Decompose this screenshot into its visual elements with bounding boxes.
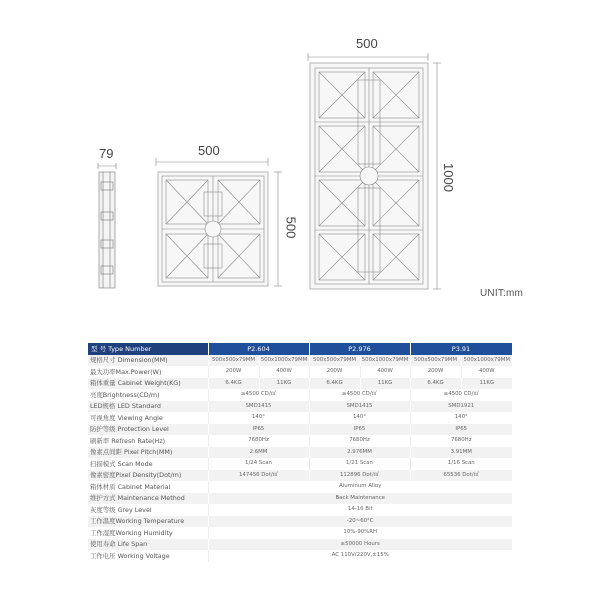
table-row: [88, 527, 512, 539]
row-label: 扫描模式 Scan Mode: [88, 458, 208, 470]
cell: 140°: [208, 412, 309, 424]
cell: 7680Hz: [208, 435, 309, 447]
cell: IP65: [410, 424, 512, 436]
cell: 14-16 Bit: [208, 504, 512, 516]
table-row: [88, 378, 512, 390]
cell: 2.6MM: [208, 447, 309, 459]
table-row: [88, 458, 512, 470]
table-row: [88, 424, 512, 436]
table-row: [88, 481, 512, 493]
row-label: 使用寿命 Life Span: [88, 539, 208, 551]
table-row: [88, 355, 512, 367]
cell: 500x500x79MM: [208, 355, 259, 367]
table-row: [88, 412, 512, 424]
table-row: [88, 539, 512, 551]
cell: IP65: [208, 424, 309, 436]
table-header-row: [88, 343, 512, 355]
cell: ≥50000 Hours: [208, 539, 512, 551]
large-width-label: 500: [356, 36, 378, 51]
cell: 11KG: [461, 378, 512, 390]
cell: 65536 Dot/㎡: [410, 470, 512, 482]
small-cabinet-drawing: [156, 158, 282, 286]
cell: Back Maintenance: [208, 493, 512, 505]
row-label: 可视角度 Viewing Angle: [88, 412, 208, 424]
cell: -20~60°C: [208, 516, 512, 528]
small-width-label: 500: [198, 143, 220, 158]
table-row: [88, 516, 512, 528]
table-row: [88, 493, 512, 505]
row-label: 规格尺寸 Dimension(MM): [88, 355, 208, 367]
cell: 500x1000x79MM: [461, 355, 512, 367]
side-width-label: 79: [99, 146, 114, 161]
cell: 140°: [309, 412, 410, 424]
table-row: [88, 550, 512, 562]
row-label: LED规格 LED Standard: [88, 401, 208, 413]
side-view-drawing: [98, 163, 116, 288]
row-label: 灰度等级 Grey Level: [88, 504, 208, 516]
cell: 11KG: [259, 378, 309, 390]
large-cabinet-drawing: [308, 53, 441, 289]
cell: ≥4500 CD/㎡: [208, 389, 309, 401]
spec-table: [88, 343, 513, 562]
small-height-label: 500: [283, 216, 299, 239]
cell: 200W: [208, 366, 259, 378]
cell: 140°: [410, 412, 512, 424]
row-label: 箱体重量 Cabinet Weight(KG): [88, 378, 208, 390]
row-label: 像素点间距 Pixel Pitch(MM): [88, 447, 208, 459]
cell: SMD1415: [309, 401, 410, 413]
cell: 400W: [360, 366, 410, 378]
model-header: P3.91: [410, 343, 512, 355]
table-row: [88, 366, 512, 378]
row-label: 箱体材质 Cabinet Material: [88, 481, 208, 493]
row-label: 工作湿度Working Humidity: [88, 527, 208, 539]
cell: 500x500x79MM: [309, 355, 360, 367]
row-label: 最大功率Max.Power(W): [88, 366, 208, 378]
table-row: [88, 401, 512, 413]
row-label: 亮度Brightness(CD/m): [88, 389, 208, 401]
cell: 6.4KG: [208, 378, 259, 390]
cell: 10%-90%RH: [208, 527, 512, 539]
cell: SMD1921: [410, 401, 512, 413]
table-row: [88, 504, 512, 516]
cell: 6.4KG: [410, 378, 461, 390]
row-label: 工作温度Working Temperature: [88, 516, 208, 528]
model-header: P2.604: [208, 343, 309, 355]
large-height-label: 1000: [440, 163, 456, 192]
cell: 200W: [410, 366, 461, 378]
cell: 500x1000x79MM: [259, 355, 309, 367]
cell: 112896 Dot/㎡: [309, 470, 410, 482]
cell: 400W: [259, 366, 309, 378]
table-row: [88, 447, 512, 459]
table-row: [88, 435, 512, 447]
cell: 7680Hz: [410, 435, 512, 447]
cell: 2.976MM: [309, 447, 410, 459]
cell: ≥4500 CD/㎡: [410, 389, 512, 401]
cell: SMD1415: [208, 401, 309, 413]
cell: ≥4500 CD/㎡: [309, 389, 410, 401]
type-number-header: 型 号 Type Number: [88, 343, 208, 355]
cell: 1/21 Scan: [309, 458, 410, 470]
cell: IP65: [309, 424, 410, 436]
cell: AC 110V/220V,±15%: [208, 550, 512, 562]
cell: 400W: [461, 366, 512, 378]
cell: 6.4KG: [309, 378, 360, 390]
model-header: P2.976: [309, 343, 410, 355]
cell: 1/16 Scan: [410, 458, 512, 470]
cell: 7680Hz: [309, 435, 410, 447]
row-label: 工作电压 Working Voltage: [88, 550, 208, 562]
table-row: [88, 389, 512, 401]
cell: 147456 Dot/㎡: [208, 470, 309, 482]
row-label: 刷新率 Refresh Rate(Hz): [88, 435, 208, 447]
cell: 3.91MM: [410, 447, 512, 459]
unit-label: UNIT:mm: [480, 288, 524, 299]
cell: 11KG: [360, 378, 410, 390]
cell: 200W: [309, 366, 360, 378]
cell: 1/24 Scan: [208, 458, 309, 470]
cell: Aluminum Alloy: [208, 481, 512, 493]
cell: 500x500x79MM: [410, 355, 461, 367]
row-label: 像素密度Pixel Density(Dot/m): [88, 470, 208, 482]
row-label: 防护等级 Protection Level: [88, 424, 208, 436]
table-row: [88, 470, 512, 482]
row-label: 维护方式 Maintenance Method: [88, 493, 208, 505]
cell: 500x1000x79MM: [360, 355, 410, 367]
